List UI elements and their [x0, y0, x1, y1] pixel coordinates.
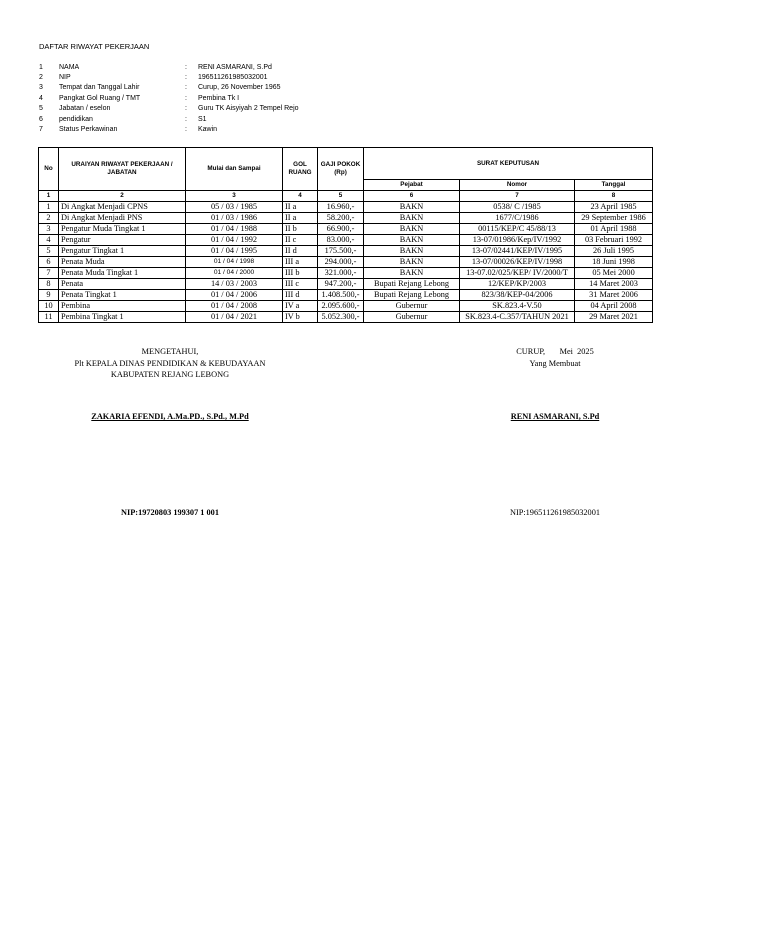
identity-label: Tempat dan Tanggal Lahir	[59, 84, 140, 92]
cell-pejabat: Gubernur	[364, 301, 460, 312]
identity-colon: :	[185, 126, 187, 134]
identity-colon: :	[185, 115, 187, 123]
header-uraian: URAIYAN RIWAYAT PEKERJAAN / JABATAN	[59, 148, 186, 191]
cell-gaji: 1.408.500,-	[318, 290, 364, 301]
cell-nomor: 00115/KEP/C 45/88/13	[460, 224, 575, 235]
cell-mulai: 01 / 04 / 2008	[186, 301, 283, 312]
identity-value: Kawin	[198, 126, 218, 134]
cell-uraian: Penata Muda	[59, 257, 186, 268]
table-row	[39, 246, 653, 257]
history-body	[39, 202, 653, 323]
identity-value: Curup, 26 November 1965	[198, 84, 281, 92]
cell-gol: III c	[283, 279, 318, 290]
identity-label: NIP	[59, 74, 71, 82]
cell-no: 5	[39, 246, 59, 257]
identity-label: Status Perkawinan	[59, 126, 118, 134]
cell-tanggal: 01 April 1988	[575, 224, 653, 235]
cell-uraian: Pembina	[59, 301, 186, 312]
cell-pejabat: BAKN	[364, 268, 460, 279]
header-nomor: Nomor	[460, 180, 575, 191]
cell-gaji: 5.052.300,-	[318, 312, 364, 323]
cell-tanggal: 23 April 1985	[575, 202, 653, 213]
identity-value: RENI ASMARANI, S.Pd	[198, 63, 272, 71]
table-row	[39, 290, 653, 301]
cell-mulai: 01 / 04 / 1988	[186, 224, 283, 235]
cell-gol: II b	[283, 224, 318, 235]
work-history-table	[38, 147, 653, 323]
document-title: DAFTAR RIWAYAT PEKERJAAN	[39, 42, 150, 51]
identity-row	[39, 83, 299, 93]
cell-mulai: 01 / 04 / 1998	[186, 257, 283, 268]
acknowledgement-line2: Plt KEPALA DINAS PENDIDIKAN & KEBUDAYAAN	[74, 358, 266, 368]
column-number: 8	[575, 191, 653, 202]
cell-uraian: Penata Muda Tingkat 1	[59, 268, 186, 279]
table-row	[39, 279, 653, 290]
cell-no: 3	[39, 224, 59, 235]
signatory-name-right: RENI ASMARANI, S.Pd	[510, 412, 600, 421]
identity-number: 7	[39, 126, 43, 134]
maker-label: Yang Membuat	[529, 358, 581, 368]
table-row	[39, 312, 653, 323]
cell-no: 6	[39, 257, 59, 268]
cell-nomor: 823/38/KEP-04/2006	[460, 290, 575, 301]
cell-pejabat: Bupati Rejang Lebong	[364, 279, 460, 290]
identity-number: 3	[39, 84, 43, 92]
cell-uraian: Pengatur Muda Tingkat 1	[59, 224, 186, 235]
column-number-row	[39, 191, 653, 202]
cell-nomor: 13-07.02/025/KEP/ IV/2000/T	[460, 268, 575, 279]
header-no: No	[39, 148, 59, 191]
cell-pejabat: BAKN	[364, 202, 460, 213]
cell-mulai: 14 / 03 / 2003	[186, 279, 283, 290]
cell-nomor: 0538/ C /1985	[460, 202, 575, 213]
cell-pejabat: BAKN	[364, 257, 460, 268]
signatory-name-left: ZAKARIA EFENDI, A.Ma.PD., S.Pd., M.Pd	[91, 412, 249, 421]
cell-gaji: 83.000,-	[318, 235, 364, 246]
table-row	[39, 301, 653, 312]
cell-no: 8	[39, 279, 59, 290]
cell-gaji: 66.900,-	[318, 224, 364, 235]
signatory-nip-right: NIP:196511261985032001	[509, 508, 601, 517]
column-number: 6	[364, 191, 460, 202]
cell-gaji: 58.200,-	[318, 213, 364, 224]
header-gaji: GAJI POKOK (Rp)	[318, 148, 364, 191]
identity-row	[39, 62, 299, 72]
cell-tanggal: 04 April 2008	[575, 301, 653, 312]
cell-gol: III b	[283, 268, 318, 279]
table-row	[39, 213, 653, 224]
cell-tanggal: 14 Maret 2003	[575, 279, 653, 290]
cell-no: 2	[39, 213, 59, 224]
cell-mulai: 01 / 04 / 2006	[186, 290, 283, 301]
cell-pejabat: BAKN	[364, 213, 460, 224]
table-row	[39, 224, 653, 235]
identity-number: 1	[39, 63, 43, 71]
cell-no: 9	[39, 290, 59, 301]
header-mulai: Mulai dan Sampai	[186, 148, 283, 191]
cell-nomor: 12/KEP/KP/2003	[460, 279, 575, 290]
cell-no: 1	[39, 202, 59, 213]
table-row	[39, 268, 653, 279]
identity-number: 5	[39, 105, 43, 113]
cell-gol: IV b	[283, 312, 318, 323]
identity-label: NAMA	[59, 63, 80, 71]
cell-uraian: Di Angkat Menjadi CPNS	[59, 202, 186, 213]
header-pejabat: Pejabat	[364, 180, 460, 191]
cell-pejabat: Bupati Rejang Lebong	[364, 290, 460, 301]
cell-no: 10	[39, 301, 59, 312]
cell-nomor: SK.823.4-V.50	[460, 301, 575, 312]
cell-gaji: 321.000,-	[318, 268, 364, 279]
cell-mulai: 01 / 04 / 2021	[186, 312, 283, 323]
cell-uraian: Pengatur Tingkat 1	[59, 246, 186, 257]
cell-uraian: Di Angkat Menjadi PNS	[59, 213, 186, 224]
identity-list	[39, 62, 299, 135]
table-row	[39, 202, 653, 213]
column-number: 7	[460, 191, 575, 202]
cell-no: 11	[39, 312, 59, 323]
acknowledgement-line1: MENGETAHUI,	[141, 347, 199, 356]
identity-number: 4	[39, 94, 43, 102]
table-row	[39, 235, 653, 246]
header-surat-keputusan: SURAT KEPUTUSAN	[364, 148, 653, 180]
cell-mulai: 01 / 04 / 1995	[186, 246, 283, 257]
identity-value: Pembina Tk I	[198, 94, 240, 102]
cell-no: 4	[39, 235, 59, 246]
column-number: 5	[318, 191, 364, 202]
cell-mulai: 01 / 04 / 2000	[186, 268, 283, 279]
cell-gaji: 294.000,-	[318, 257, 364, 268]
cell-uraian: Pembina Tingkat 1	[59, 312, 186, 323]
header-gol: GOL RUANG	[283, 148, 318, 191]
identity-label: Jabatan / eselon	[59, 105, 111, 113]
identity-label: pendidikan	[59, 115, 93, 123]
header-tanggal: Tanggal	[575, 180, 653, 191]
cell-tanggal: 29 September 1986	[575, 213, 653, 224]
table-row	[39, 257, 653, 268]
identity-number: 6	[39, 115, 43, 123]
cell-tanggal: 05 Mei 2000	[575, 268, 653, 279]
cell-gol: II c	[283, 235, 318, 246]
cell-gol: II a	[283, 202, 318, 213]
cell-pejabat: BAKN	[364, 224, 460, 235]
cell-pejabat: Gubernur	[364, 312, 460, 323]
column-number: 1	[39, 191, 59, 202]
identity-value: Guru TK Aisyiyah 2 Tempel Rejo	[198, 105, 299, 113]
identity-row	[39, 104, 299, 114]
cell-gol: III a	[283, 257, 318, 268]
cell-no: 7	[39, 268, 59, 279]
column-number: 4	[283, 191, 318, 202]
cell-pejabat: BAKN	[364, 235, 460, 246]
cell-gol: III d	[283, 290, 318, 301]
cell-mulai: 05 / 03 / 1985	[186, 202, 283, 213]
cell-tanggal: 31 Maret 2006	[575, 290, 653, 301]
cell-nomor: 13-07/02441/KEP/IV/1995	[460, 246, 575, 257]
cell-gaji: 16.960,-	[318, 202, 364, 213]
cell-tanggal: 18 Juni 1998	[575, 257, 653, 268]
identity-row	[39, 93, 299, 103]
cell-mulai: 01 / 03 / 1986	[186, 213, 283, 224]
signatory-nip-left: NIP:19720803 199307 1 001	[121, 508, 219, 517]
cell-nomor: 13-07/00026/KEP/IV/1998	[460, 257, 575, 268]
identity-value: 196511261985032001	[198, 74, 268, 82]
cell-uraian: Pengatur	[59, 235, 186, 246]
identity-colon: :	[185, 105, 187, 113]
cell-gol: II a	[283, 213, 318, 224]
cell-nomor: 1677/C/1986	[460, 213, 575, 224]
cell-mulai: 01 / 04 / 1992	[186, 235, 283, 246]
cell-uraian: Penata Tingkat 1	[59, 290, 186, 301]
cell-tanggal: 29 Maret 2021	[575, 312, 653, 323]
identity-label: Pangkat Gol Ruang / TMT	[59, 94, 141, 102]
cell-gol: II d	[283, 246, 318, 257]
identity-colon: :	[185, 94, 187, 102]
column-number: 3	[186, 191, 283, 202]
acknowledgement-line3: KABUPATEN REJANG LEBONG	[110, 370, 230, 379]
cell-gaji: 947.200,-	[318, 279, 364, 290]
cell-gaji: 2.095.600,-	[318, 301, 364, 312]
identity-row	[39, 114, 299, 124]
cell-gaji: 175.500,-	[318, 246, 364, 257]
place-date-line: CURUP, Mei 2025	[516, 347, 594, 356]
cell-pejabat: BAKN	[364, 246, 460, 257]
identity-colon: :	[185, 84, 187, 92]
cell-nomor: 13-07/01986/Kep/IV/1992	[460, 235, 575, 246]
identity-row	[39, 124, 299, 134]
column-number: 2	[59, 191, 186, 202]
cell-nomor: SK.823.4-C.357/TAHUN 2021	[460, 312, 575, 323]
cell-uraian: Penata	[59, 279, 186, 290]
cell-tanggal: 03 Februari 1992	[575, 235, 653, 246]
identity-value: S1	[198, 115, 207, 123]
cell-gol: IV a	[283, 301, 318, 312]
identity-colon: :	[185, 74, 187, 82]
cell-tanggal: 26 Juli 1995	[575, 246, 653, 257]
identity-colon: :	[185, 63, 187, 71]
identity-row	[39, 72, 299, 82]
acknowledgement-block	[60, 346, 280, 381]
identity-number: 2	[39, 74, 43, 82]
place-date-block	[490, 346, 620, 369]
